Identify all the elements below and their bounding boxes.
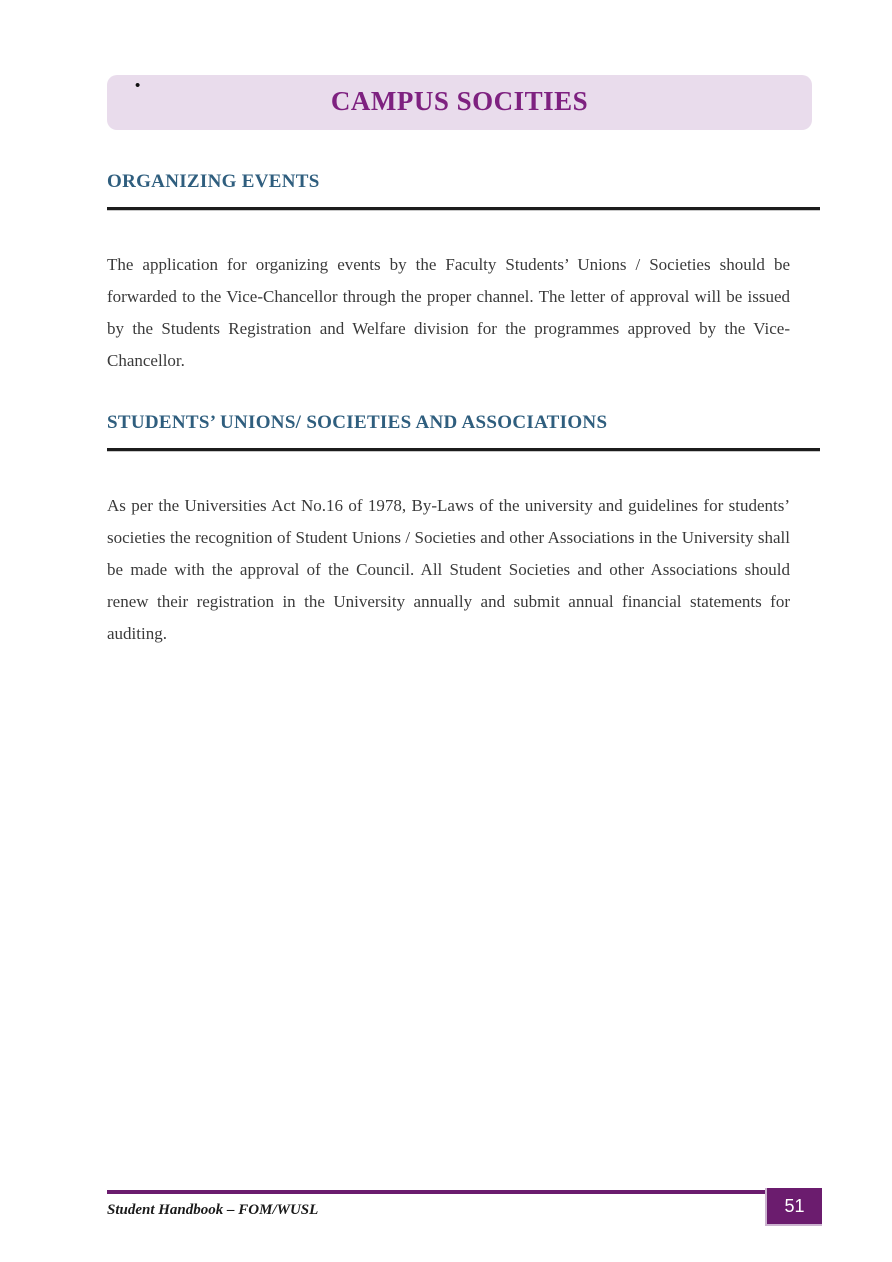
paragraph-organizing-events: The application for organizing events by the Faculty Students’ Unions / Societies should be forwarded to the Vice-Chancellor through the proper channel. The letter of approval will be issued by the Students Registration and Welfare division for the programmes approved by the Vice-Chancellor. <box>107 255 790 370</box>
section-heading-organizing-events: ORGANIZING EVENTS <box>107 171 320 192</box>
paragraph-students-unions: As per the Universities Act No.16 of 1978, By-Laws of the university and guidelines for students’ societies the recognition of Student Unions / Societies and other Associations in the University shall be made with the approval of the Council. All Student Societies and other Associations should renew their registration in the University annually and submit annual financial statements for auditing. <box>107 496 790 643</box>
heading-rule <box>107 448 820 452</box>
page-content <box>107 130 820 650</box>
page-number-box <box>765 1188 822 1226</box>
bullet-point: • <box>135 77 141 94</box>
heading-rule <box>107 207 820 211</box>
footer-rule <box>107 1190 766 1194</box>
page-number: 51 <box>784 1195 805 1216</box>
title-banner <box>107 75 812 130</box>
footer-handbook-label: Student Handbook – FOM/WUSL <box>107 1202 319 1218</box>
page-title: CAMPUS SOCITIES <box>330 86 589 116</box>
section-heading-students-unions: STUDENTS’ UNIONS/ SOCIETIES AND ASSOCIATIONS <box>107 412 608 433</box>
